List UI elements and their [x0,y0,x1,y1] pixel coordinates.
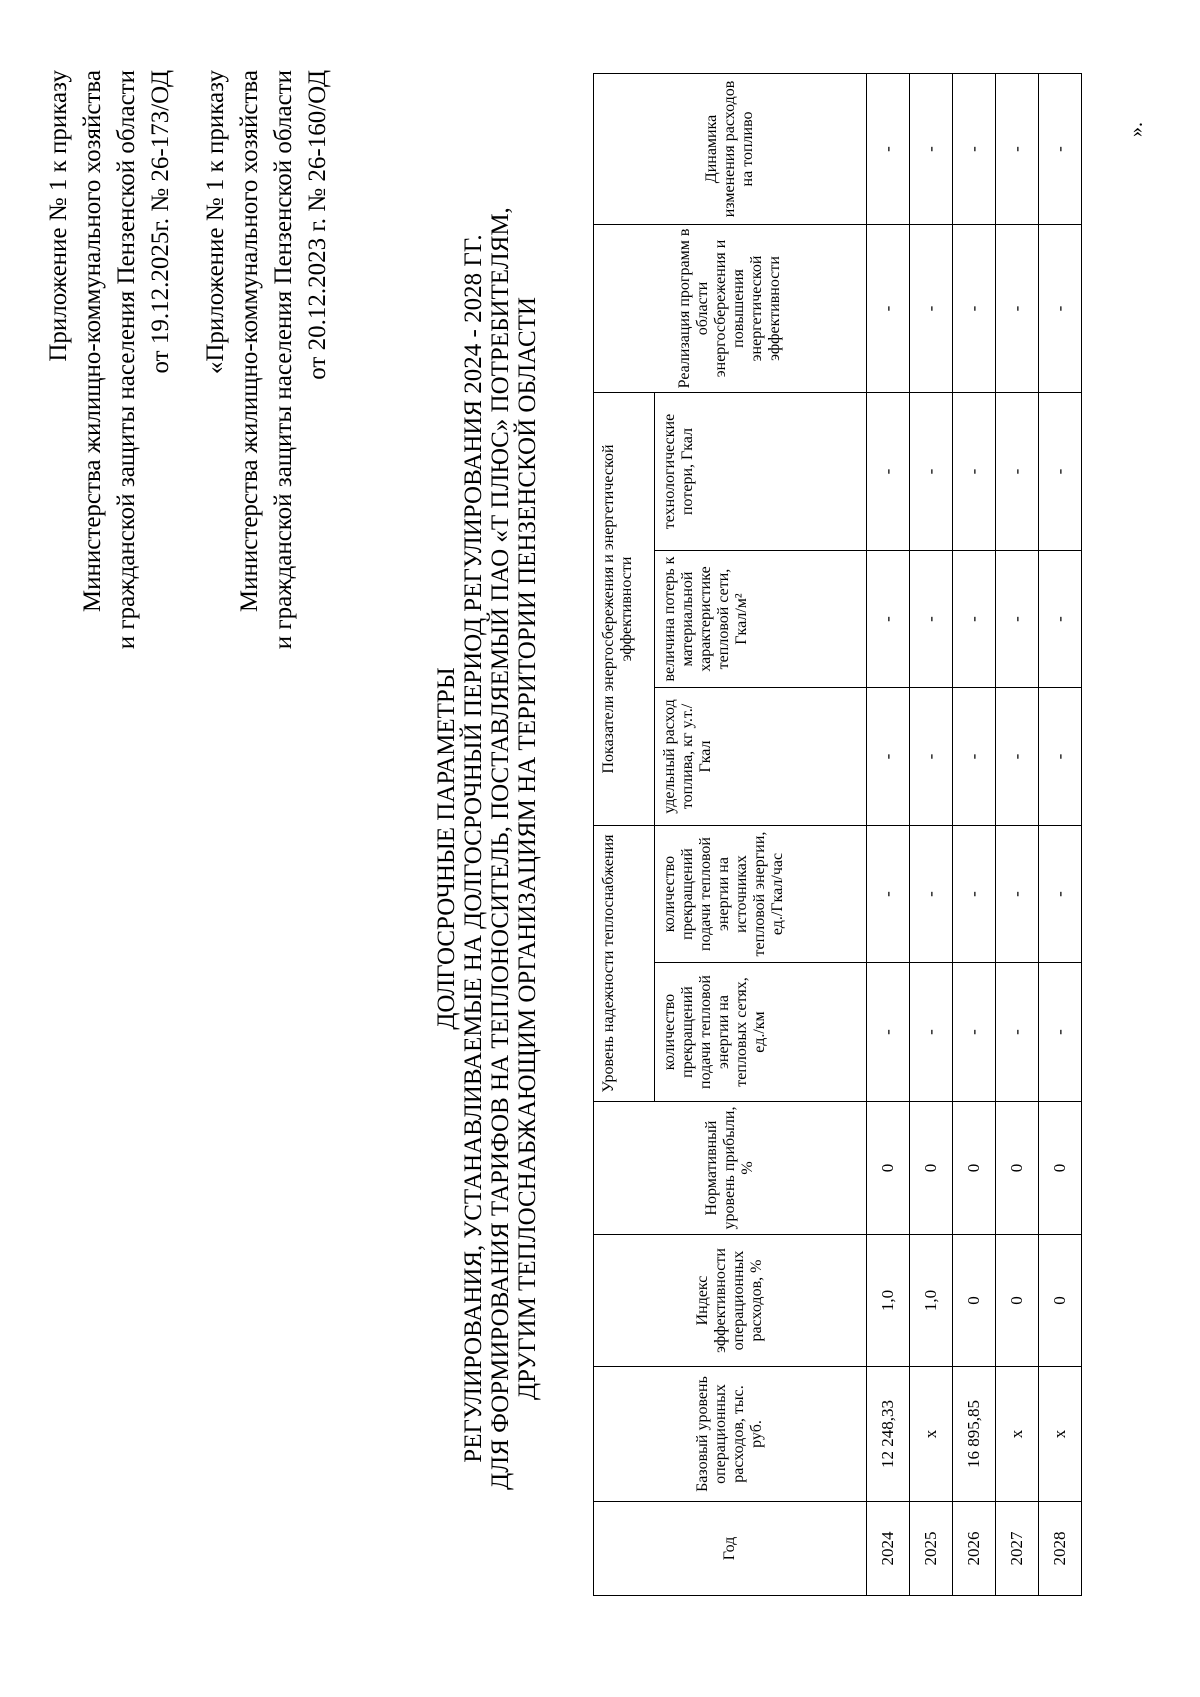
group-reliability-header: Уровень надежности теплоснабжения [594,826,655,1102]
cell: - [910,392,953,550]
col-dynamics-header: Динамика изменения расходов на топливо [594,73,867,224]
cell: - [996,826,1039,963]
cell: - [1039,73,1082,224]
cell: - [996,688,1039,826]
cell: - [953,551,996,688]
appendix-new-line-4: от 19.12.2025г. № 26-173/ОД [147,70,174,374]
table-row [996,73,1039,1595]
cell: - [996,963,1039,1102]
cell: - [1039,224,1082,392]
col-programs-header: Реализация программ в области энергосбережения и повышения энергетической эффективности [594,224,867,392]
col-fuel-header: удельный расход топлива, кг у.т./Гкал [655,688,867,826]
title-line-3: ДЛЯ ФОРМИРОВАНИЯ ТАРИФОВ НА ТЕПЛОНОСИТЕЛЬ, ПОСТАВЛЯЕМЫЙ ПАО «Т ПЛЮС» ПОТРЕБИТЕЛЯМ, [487,207,514,1490]
cell: - [867,963,910,1102]
header-row-1 [594,73,655,1595]
cell: - [867,392,910,550]
cell: - [996,73,1039,224]
cell: х [1039,1367,1082,1502]
cell: - [910,826,953,963]
cell: - [1039,688,1082,826]
appendix-new-line-2: Министерства жилищно-коммунального хозяйства [79,70,106,613]
parameters-table [593,73,1082,1596]
closing-quote: ». [1125,122,1147,137]
cell: - [953,826,996,963]
appendix-old-line-2: Министерства жилищно-коммунального хозяйства [236,70,263,613]
cell: 0 [996,1102,1039,1235]
cell: 1,0 [910,1235,953,1367]
col-base-header: Базовый уровень операционных расходов, тыс. руб. [594,1367,867,1502]
cell: - [867,826,910,963]
appendix-old-line-3: и гражданской защиты населения Пензенской области [270,70,297,650]
col-losses-ratio-header: величина потерь к материальной характеристике тепловой сети, Гкал/м² [655,551,867,688]
cell: 0 [953,1235,996,1367]
cell: х [910,1367,953,1502]
cell: - [953,963,996,1102]
cell: х [996,1367,1039,1502]
cell: - [1039,551,1082,688]
cell: - [910,73,953,224]
cell: - [910,963,953,1102]
cell: 2025 [910,1502,953,1596]
cell: - [1039,963,1082,1102]
col-index-header: Индекс эффективности операционных расходов, % [594,1235,867,1367]
appendix-old-line-4: от 20.12.2023 г. № 26-160/ОД [304,70,331,380]
col-rel-networks-header: количество прекращений подачи тепловой энергии на тепловых сетях, ед./км [655,963,867,1102]
cell: - [996,551,1039,688]
cell: - [953,688,996,826]
cell: - [867,688,910,826]
title-line-1: ДОЛГОСРОЧНЫЕ ПАРАМЕТРЫ [433,667,460,1030]
cell: - [910,688,953,826]
col-profit-header: Нормативный уровень прибыли, % [594,1102,867,1235]
cell: 12 248,33 [867,1367,910,1502]
cell: 0 [996,1235,1039,1367]
table-row [953,73,996,1595]
col-tech-losses-header: технологические потери, Гкал [655,392,867,550]
appendix-new-line-1: Приложение № 1 к приказу [45,70,72,362]
appendix-old-line-1: «Приложение № 1 к приказу [202,70,229,375]
cell: - [910,224,953,392]
cell: - [996,392,1039,550]
cell: - [953,224,996,392]
col-year-header: Год [594,1502,867,1596]
title-line-2: РЕГУЛИРОВАНИЯ, УСТАНАВЛИВАЕМЫЕ НА ДОЛГОСРОЧНЫЙ ПЕРИОД РЕГУЛИРОВАНИЯ 2024 - 2028 ГГ. [460,234,487,1463]
cell: 16 895,85 [953,1367,996,1502]
cell: 0 [1039,1102,1082,1235]
table-row [867,73,910,1595]
col-rel-sources-header: количество прекращений подачи тепловой энергии на источниках тепловой энергии, ед./Гкал/час [655,826,867,963]
cell: 0 [910,1102,953,1235]
cell: - [953,73,996,224]
cell: 0 [1039,1235,1082,1367]
table-row [1039,73,1082,1595]
cell: 2027 [996,1502,1039,1596]
cell: - [867,73,910,224]
cell: - [1039,826,1082,963]
title-line-4: ДРУГИМ ТЕПЛОСНАБЖАЮЩИМ ОРГАНИЗАЦИЯМ НА ТЕРРИТОРИИ ПЕНЗЕНСКОЙ ОБЛАСТИ [514,297,541,1400]
cell: - [996,224,1039,392]
group-energy-header: Показатели энергосбережения и энергетической эффективности [594,392,655,825]
cell: - [867,551,910,688]
cell: - [953,392,996,550]
cell: - [910,551,953,688]
cell: - [1039,392,1082,550]
cell: 2028 [1039,1502,1082,1596]
cell: 2024 [867,1502,910,1596]
cell: 0 [867,1102,910,1235]
cell: 2026 [953,1502,996,1596]
table-row [910,73,953,1595]
cell: 0 [953,1102,996,1235]
cell: 1,0 [867,1235,910,1367]
cell: - [867,224,910,392]
appendix-new-line-3: и гражданской защиты населения Пензенской области [113,70,140,650]
